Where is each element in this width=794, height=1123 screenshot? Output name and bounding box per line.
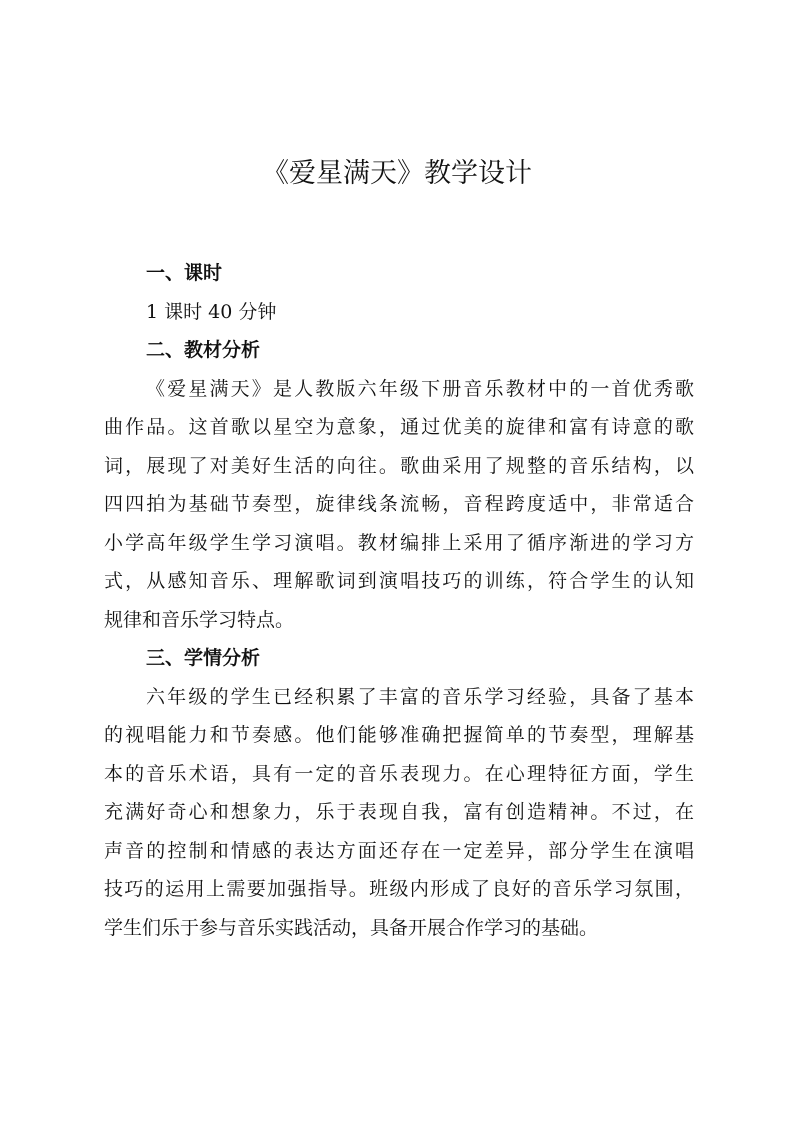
- paragraph-line: 声音的控制和情感的表达方面还存在一定差异，部分学生在演唱: [104, 839, 694, 862]
- section-heading: 三、学情分析: [146, 647, 261, 669]
- paragraph-line: 1 课时 40 分钟: [146, 300, 277, 323]
- section-heading: 一、课时: [146, 262, 223, 284]
- section-heading: 二、教材分析: [146, 339, 261, 361]
- paragraph-line: 四四拍为基础节奏型，旋律线条流畅，音程跨度适中，非常适合: [104, 493, 694, 515]
- paragraph-line: 规律和音乐学习特点。: [104, 608, 295, 631]
- paragraph-line: 词，展现了对美好生活的向往。歌曲采用了规整的音乐结构，以: [104, 454, 694, 477]
- document-body: [104, 254, 694, 947]
- paragraph-line: 充满好奇心和想象力，乐于表现自我，富有创造精神。不过，在: [104, 801, 694, 823]
- section-textbook-analysis: [104, 331, 694, 639]
- document-title: 《爱星满天》教学设计: [262, 158, 532, 189]
- paragraph-line: 六年级的学生已经积累了丰富的音乐学习经验，具备了基本: [146, 685, 694, 708]
- paragraph-line: 本的音乐术语，具有一定的音乐表现力。在心理特征方面，学生: [104, 762, 694, 785]
- paragraph-line: 《爱星满天》是人教版六年级下册音乐教材中的一首优秀歌: [146, 377, 694, 400]
- paragraph-line: 技巧的运用上需要加强指导。班级内形成了良好的音乐学习氛围，: [104, 878, 694, 900]
- paragraph-line: 曲作品。这首歌以星空为意象，通过优美的旋律和富有诗意的歌: [104, 416, 694, 438]
- section-student-analysis: [104, 639, 694, 947]
- paragraph-line: 的视唱能力和节奏感。他们能够准确把握简单的节奏型，理解基: [104, 724, 694, 746]
- paragraph-line: 学生们乐于参与音乐实践活动，具备开展合作学习的基础。: [104, 916, 599, 939]
- paragraph-line: 小学高年级学生学习演唱。教材编排上采用了循序渐进的学习方: [104, 531, 694, 554]
- paragraph-line: 式，从感知音乐、理解歌词到演唱技巧的训练，符合学生的认知: [104, 570, 694, 592]
- section-lesson-time: [104, 254, 694, 331]
